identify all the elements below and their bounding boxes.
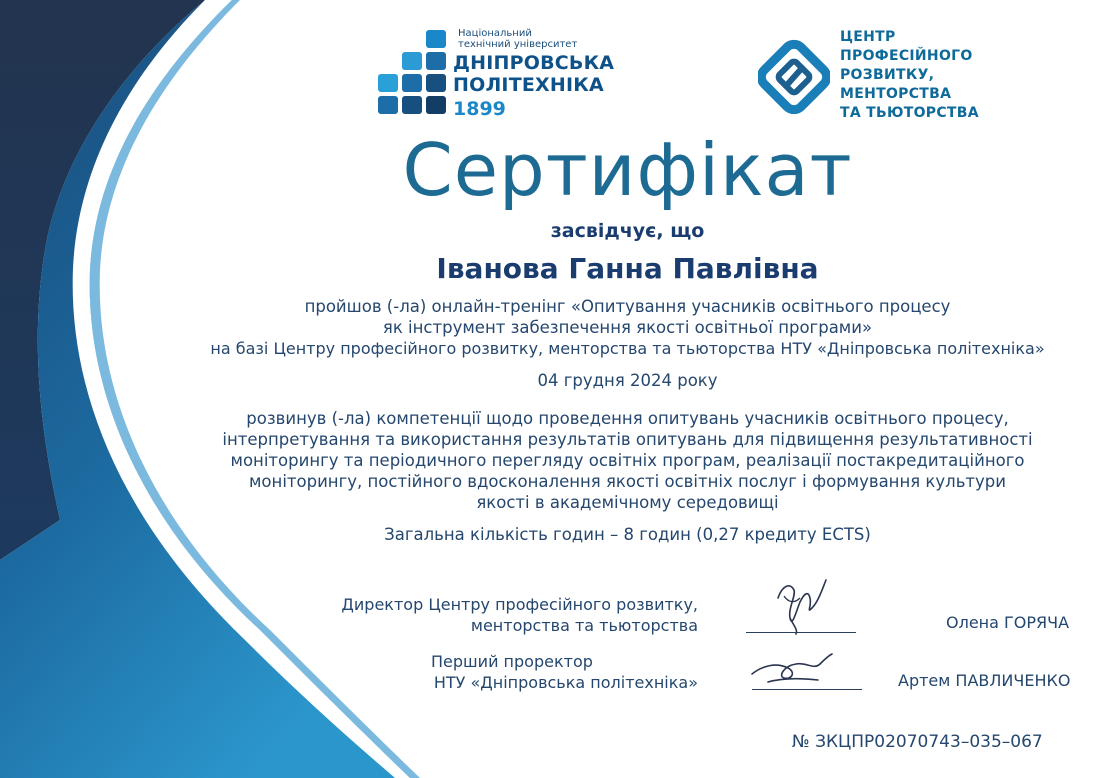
university-year: 1899: [453, 98, 506, 120]
university-caption-line2: технічний університет: [458, 39, 578, 50]
director-signature: [760, 568, 840, 636]
university-name-line1: ДНІПРОВСЬКА: [453, 52, 615, 74]
center-logo: [758, 28, 988, 128]
training-line-2: як інструмент забезпечення якості освітньої програми»: [382, 318, 873, 337]
director-name: Олена ГОРЯЧА: [946, 613, 1070, 632]
prorector-name: Артем ПАВЛИЧЕНКО: [898, 671, 1071, 690]
training-line-3: на базі Центру професійного розвитку, менторства та тьюторства НТУ «Дніпровська політехніка»: [210, 339, 1045, 358]
competence-line-1: розвинув (-ла) компетенції щодо проведення опитувань учасників освітнього процесу,: [246, 409, 1009, 428]
competence-line-3: моніторингу та періодичного перегляду освітніх програм, реалізації постакредитаційного: [230, 451, 1025, 470]
university-logo: [378, 28, 618, 128]
director-title-line2: менторства та тьюторства: [470, 616, 698, 635]
center-logo-text: [840, 28, 979, 123]
competence-line-4: моніторингу, постійного вдосконалення якості освітніх послуг і формування культури: [248, 472, 1007, 491]
center-line4: МЕНТОРСТВА: [840, 86, 952, 102]
certificate-title: Сертифікат: [402, 128, 853, 212]
prorector-title-line1: Перший проректор: [431, 652, 593, 671]
university-logo-blocks-icon: [378, 28, 450, 120]
center-line5: ТА ТЬЮТОРСТВА: [840, 105, 979, 121]
center-logo-emblem-icon: [758, 32, 830, 122]
certifies-text: засвідчує, що: [550, 220, 705, 242]
competence-line-5: якості в академічному середовищі: [476, 493, 779, 512]
center-line2: ПРОФЕСІЙНОГО: [840, 48, 973, 64]
training-line-1: пройшов (-ла) онлайн-тренінг «Опитування учасників освітнього процесу: [304, 297, 951, 316]
director-title: [300, 594, 698, 636]
prorector-signature: [748, 648, 838, 692]
certificate-number: № ЗКЦПР02070743–035–067: [792, 732, 1043, 752]
prorector-title: [300, 651, 698, 693]
prorector-title-line2: НТУ «Дніпровська політехніка»: [433, 673, 698, 692]
center-line3: РОЗВИТКУ,: [840, 67, 935, 83]
center-line1: ЦЕНТР: [840, 29, 896, 45]
recipient-name: Іванова Ганна Павлівна: [436, 252, 819, 285]
director-title-line1: Директор Центру професійного розвитку,: [341, 595, 698, 614]
university-name-line2: ПОЛІТЕХНІКА: [453, 74, 604, 96]
total-hours: Загальна кількість годин – 8 годин (0,27 кредиту ECTS): [384, 525, 871, 544]
university-caption-line1: Національний: [458, 28, 532, 39]
prorector-signature-line: [752, 689, 862, 690]
competence-line-2: інтерпретування та використання результатів опитувань для підвищення результативності: [222, 430, 1033, 449]
training-date: 04 грудня 2024 року: [537, 371, 718, 390]
director-signature-line: [746, 632, 856, 633]
